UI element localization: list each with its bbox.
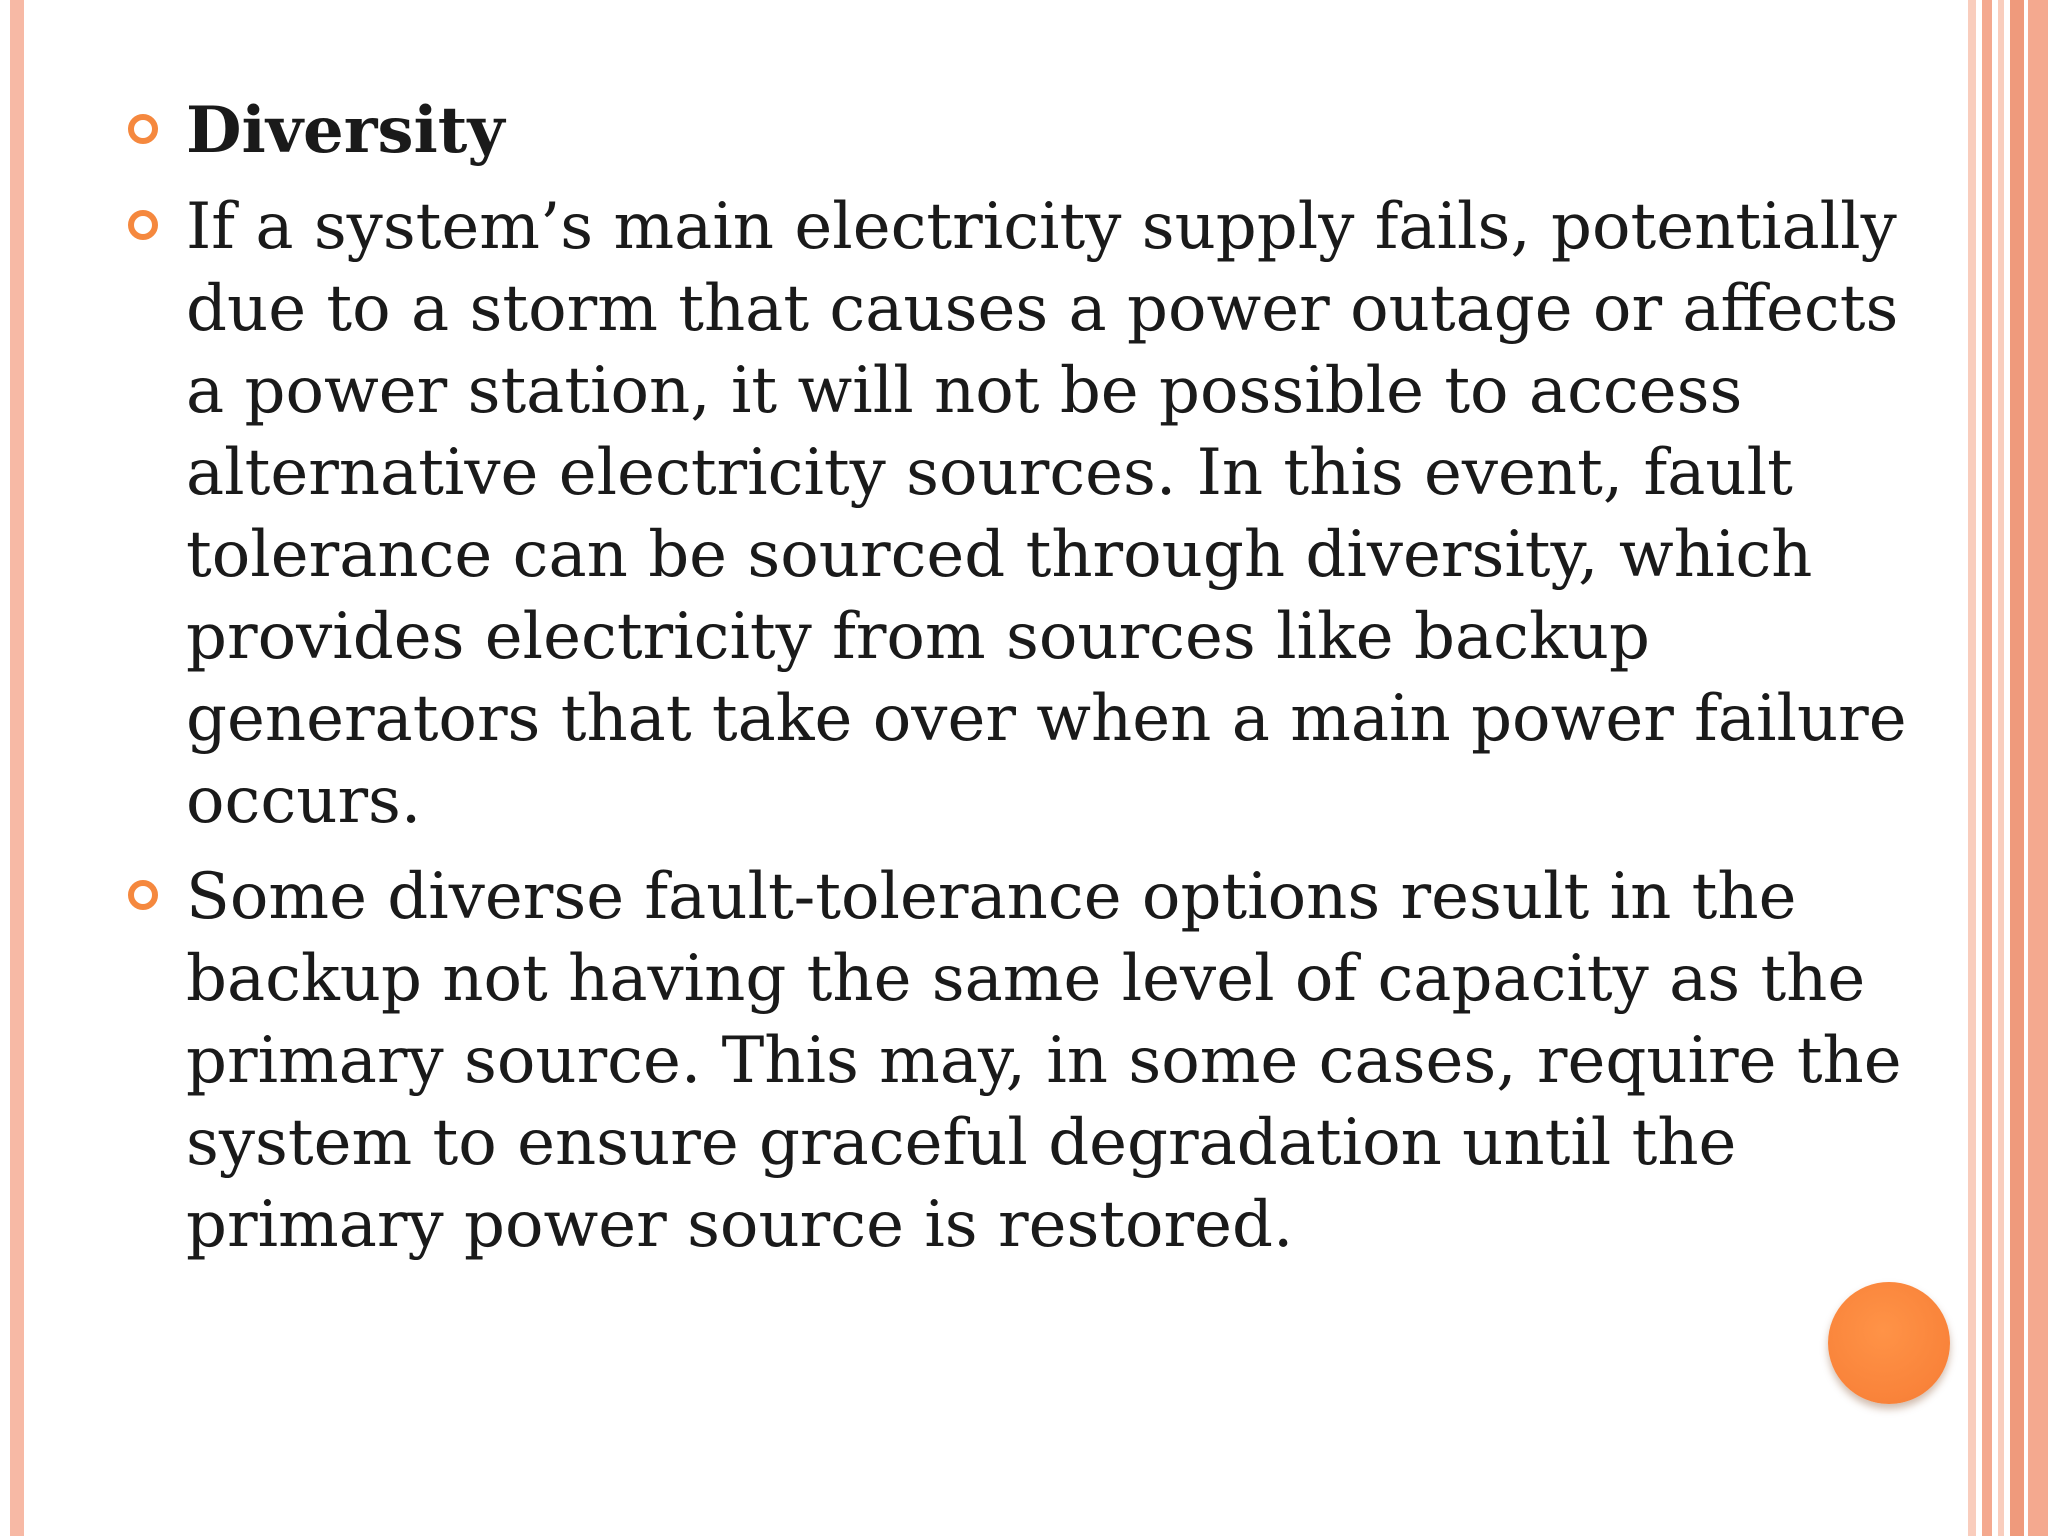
stripe-2 [1982,0,1992,1536]
stripe-3 [1998,0,2004,1536]
bullet-text: If a system’s main electricity supply fails, potentially due to a storm that causes a power outage or affects a power station, it will not be possible to access alternative electricity sources. In this event, fault tolerance can be sourced through diversity, which provides electricity from sources like backup generators that take over when a main power failure occurs. [186,190,1907,838]
right-stripe-decoration [1968,0,2048,1536]
ring-bullet-icon [128,114,158,144]
bullet-item-diversity [128,90,1908,172]
stripe-4 [2010,0,2024,1536]
stripe-5 [2028,0,2048,1536]
bullet-item-diverse-options [128,856,1908,1266]
bullet-text: Diversity [186,93,505,168]
bullet-list [128,90,1908,1280]
bullet-item-main-supply [128,186,1908,842]
bullet-text: Some diverse fault-tolerance options result in the backup not having the same level of capacity as the primary source. This may, in some cases, require the system to ensure graceful degradation until the primary power source is restored. [186,860,1902,1262]
ring-bullet-icon [128,210,158,240]
orange-circle-icon [1828,1282,1950,1404]
ring-bullet-icon [128,880,158,910]
stripe-1 [1968,0,1976,1536]
left-accent-bar [10,0,24,1536]
